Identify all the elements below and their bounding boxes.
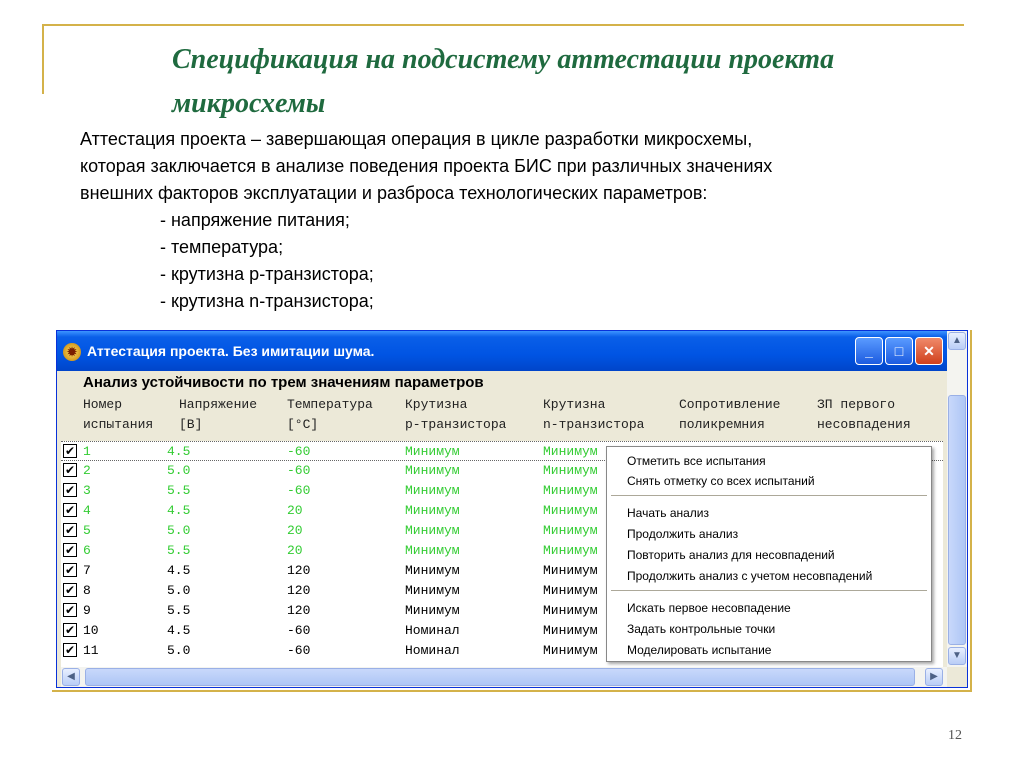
menu-separator <box>611 495 927 496</box>
column-header-n-transistor[interactable] <box>543 395 644 435</box>
column-header-temperature[interactable] <box>287 395 373 435</box>
column-header-line: Номер <box>83 397 123 412</box>
cell-num: 10 <box>83 623 99 638</box>
window-titlebar[interactable] <box>57 331 947 371</box>
cell-p: Минимум <box>405 603 460 618</box>
scroll-up-arrow-icon: ▲ <box>952 335 962 346</box>
minimize-icon: _ <box>865 343 873 359</box>
cell-temp: -60 <box>287 483 311 498</box>
scroll-down-button[interactable] <box>948 647 966 665</box>
cell-num: 11 <box>83 643 99 658</box>
cell-temp: 20 <box>287 503 303 518</box>
menu-item-find-first-mismatch[interactable]: Искать первое несовпадение <box>627 601 791 615</box>
row-checkbox[interactable]: ✔ <box>64 603 76 617</box>
cell-p: Номинал <box>405 623 460 638</box>
row-checkbox[interactable]: ✔ <box>64 643 76 657</box>
cell-temp: 120 <box>287 563 311 578</box>
minimize-button[interactable] <box>855 337 883 365</box>
factor-item: - температура; <box>160 237 284 257</box>
cell-voltage: 5.5 <box>167 483 191 498</box>
scroll-down-arrow-icon: ▼ <box>952 650 962 661</box>
column-header-line: n-транзистора <box>543 417 645 432</box>
column-header-line: [В] <box>179 417 203 432</box>
row-checkbox[interactable]: ✔ <box>64 463 76 477</box>
column-header-voltage[interactable] <box>179 395 257 435</box>
column-header-first-mismatch[interactable] <box>817 395 911 435</box>
intro-line: Аттестация проекта – завершающая операция в цикле разработки микросхемы, <box>80 129 753 149</box>
cell-num: 5 <box>83 523 91 538</box>
cell-temp: 20 <box>287 523 303 538</box>
maximize-icon: □ <box>894 343 904 359</box>
cell-num: 7 <box>83 563 91 578</box>
cell-p: Минимум <box>405 563 460 578</box>
cell-p: Минимум <box>405 583 460 598</box>
factor-item: - крутизна n-транзистора; <box>160 291 374 311</box>
row-checkbox[interactable]: ✔ <box>64 563 76 577</box>
cell-num: 2 <box>83 463 91 478</box>
column-header-line: p-транзистора <box>405 417 507 432</box>
slide-frame-right <box>970 330 972 692</box>
cell-n: Минимум <box>543 444 598 459</box>
row-checkbox[interactable]: ✔ <box>64 444 76 458</box>
column-header-line: испытания <box>83 417 154 432</box>
column-header-line: [°С] <box>287 417 319 432</box>
cell-temp: -60 <box>287 463 311 478</box>
cell-voltage: 5.5 <box>167 603 191 618</box>
column-header-line: поликремния <box>679 417 765 432</box>
menu-separator <box>611 590 927 591</box>
cell-num: 9 <box>83 603 91 618</box>
column-header-number[interactable] <box>83 395 153 435</box>
page-number: 12 <box>948 728 962 743</box>
slide-frame-left <box>42 24 44 94</box>
slide-frame-top <box>42 24 964 26</box>
vertical-scroll-thumb[interactable] <box>948 395 966 645</box>
cell-voltage: 5.0 <box>167 583 191 598</box>
factor-item: - напряжение питания; <box>160 210 350 230</box>
cell-n: Минимум <box>543 503 598 518</box>
cell-num: 8 <box>83 583 91 598</box>
cell-n: Минимум <box>543 603 598 618</box>
cell-n: Минимум <box>543 483 598 498</box>
scroll-left-arrow-icon: ◀ <box>67 671 75 682</box>
cell-voltage: 4.5 <box>167 563 191 578</box>
cell-n: Минимум <box>543 463 598 478</box>
cell-voltage: 4.5 <box>167 623 191 638</box>
menu-item-repeat-mismatches[interactable]: Повторить анализ для несовпадений <box>627 548 835 562</box>
menu-item-check-all[interactable]: Отметить все испытания <box>627 454 766 468</box>
intro-line: которая заключается в анализе поведения проекта БИС при различных значениях <box>80 156 773 176</box>
row-checkbox[interactable]: ✔ <box>64 483 76 497</box>
cell-voltage: 4.5 <box>167 503 191 518</box>
cell-voltage: 4.5 <box>167 444 191 459</box>
menu-item-continue-with-mismatches[interactable]: Продолжить анализ с учетом несовпадений <box>627 569 873 583</box>
vertical-scrollbar[interactable] <box>947 331 967 667</box>
close-icon: ✕ <box>923 343 935 359</box>
maximize-button[interactable] <box>885 337 913 365</box>
cell-n: Минимум <box>543 623 598 638</box>
row-checkbox[interactable]: ✔ <box>64 503 76 517</box>
column-header-line: Температура <box>287 397 373 412</box>
column-header-line: несовпадения <box>817 417 911 432</box>
cell-p: Минимум <box>405 503 460 518</box>
row-checkbox[interactable]: ✔ <box>64 583 76 597</box>
scroll-up-button[interactable] <box>948 332 966 350</box>
slide-body <box>80 126 980 315</box>
scroll-right-button[interactable] <box>925 668 943 686</box>
slide-frame-bottom <box>52 690 972 692</box>
factor-list <box>80 207 980 315</box>
factor-item: - крутизна p-транзистора; <box>160 264 374 284</box>
intro-line: внешних факторов эксплуатации и разброса технологических параметров: <box>80 183 708 203</box>
column-header-line: Сопротивление <box>679 397 781 412</box>
cell-p: Минимум <box>405 444 460 459</box>
row-checkbox[interactable]: ✔ <box>64 543 76 557</box>
cell-temp: -60 <box>287 444 311 459</box>
scroll-left-button[interactable] <box>62 668 80 686</box>
column-header-line: Напряжение <box>179 397 258 412</box>
column-header-line: Крутизна <box>405 397 468 412</box>
cell-temp: -60 <box>287 623 311 638</box>
cell-temp: -60 <box>287 643 311 658</box>
cell-voltage: 5.0 <box>167 643 191 658</box>
cell-temp: 20 <box>287 543 303 558</box>
cell-num: 1 <box>83 444 91 459</box>
menu-item-uncheck-all[interactable]: Снять отметку со всех испытаний <box>627 474 815 488</box>
column-header-p-transistor[interactable] <box>405 395 506 435</box>
cell-p: Минимум <box>405 523 460 538</box>
cell-temp: 120 <box>287 603 311 618</box>
row-checkbox[interactable]: ✔ <box>64 523 76 537</box>
column-header-line: ЗП первого <box>817 397 896 412</box>
menu-item-set-checkpoints[interactable]: Задать контрольные точки <box>627 622 776 636</box>
cell-p: Минимум <box>405 463 460 478</box>
horizontal-scrollbar[interactable] <box>61 667 947 687</box>
cell-n: Минимум <box>543 563 598 578</box>
cell-p: Минимум <box>405 483 460 498</box>
cell-p: Минимум <box>405 543 460 558</box>
context-menu <box>606 446 932 662</box>
slide-title: Спецификация на подсистему аттестации проекта микросхемы <box>172 44 835 119</box>
cell-p: Номинал <box>405 643 460 658</box>
cell-n: Минимум <box>543 543 598 558</box>
cell-voltage: 5.5 <box>167 543 191 558</box>
scroll-right-arrow-icon: ▶ <box>930 671 938 682</box>
column-header-polysilicon[interactable] <box>679 395 780 435</box>
cell-voltage: 5.0 <box>167 523 191 538</box>
app-emblem-icon[interactable]: ✹ <box>63 343 81 361</box>
cell-n: Минимум <box>543 583 598 598</box>
menu-item-continue-analysis[interactable]: Продолжить анализ <box>627 527 739 541</box>
cell-num: 4 <box>83 503 91 518</box>
column-header-line: Крутизна <box>543 397 606 412</box>
cell-voltage: 5.0 <box>167 463 191 478</box>
cell-temp: 120 <box>287 583 311 598</box>
row-checkbox[interactable]: ✔ <box>64 623 76 637</box>
cell-n: Минимум <box>543 643 598 658</box>
cell-num: 3 <box>83 483 91 498</box>
panel-heading: Анализ устойчивости по трем значениям параметров <box>83 371 943 395</box>
horizontal-scroll-thumb[interactable] <box>85 668 915 686</box>
cell-num: 6 <box>83 543 91 558</box>
cell-n: Минимум <box>543 523 598 538</box>
menu-item-simulate-test[interactable]: Моделировать испытание <box>627 643 772 657</box>
window-title: Аттестация проекта. Без имитации шума. <box>87 343 375 359</box>
close-button[interactable] <box>915 337 943 365</box>
menu-item-start-analysis[interactable]: Начать анализ <box>627 506 710 520</box>
